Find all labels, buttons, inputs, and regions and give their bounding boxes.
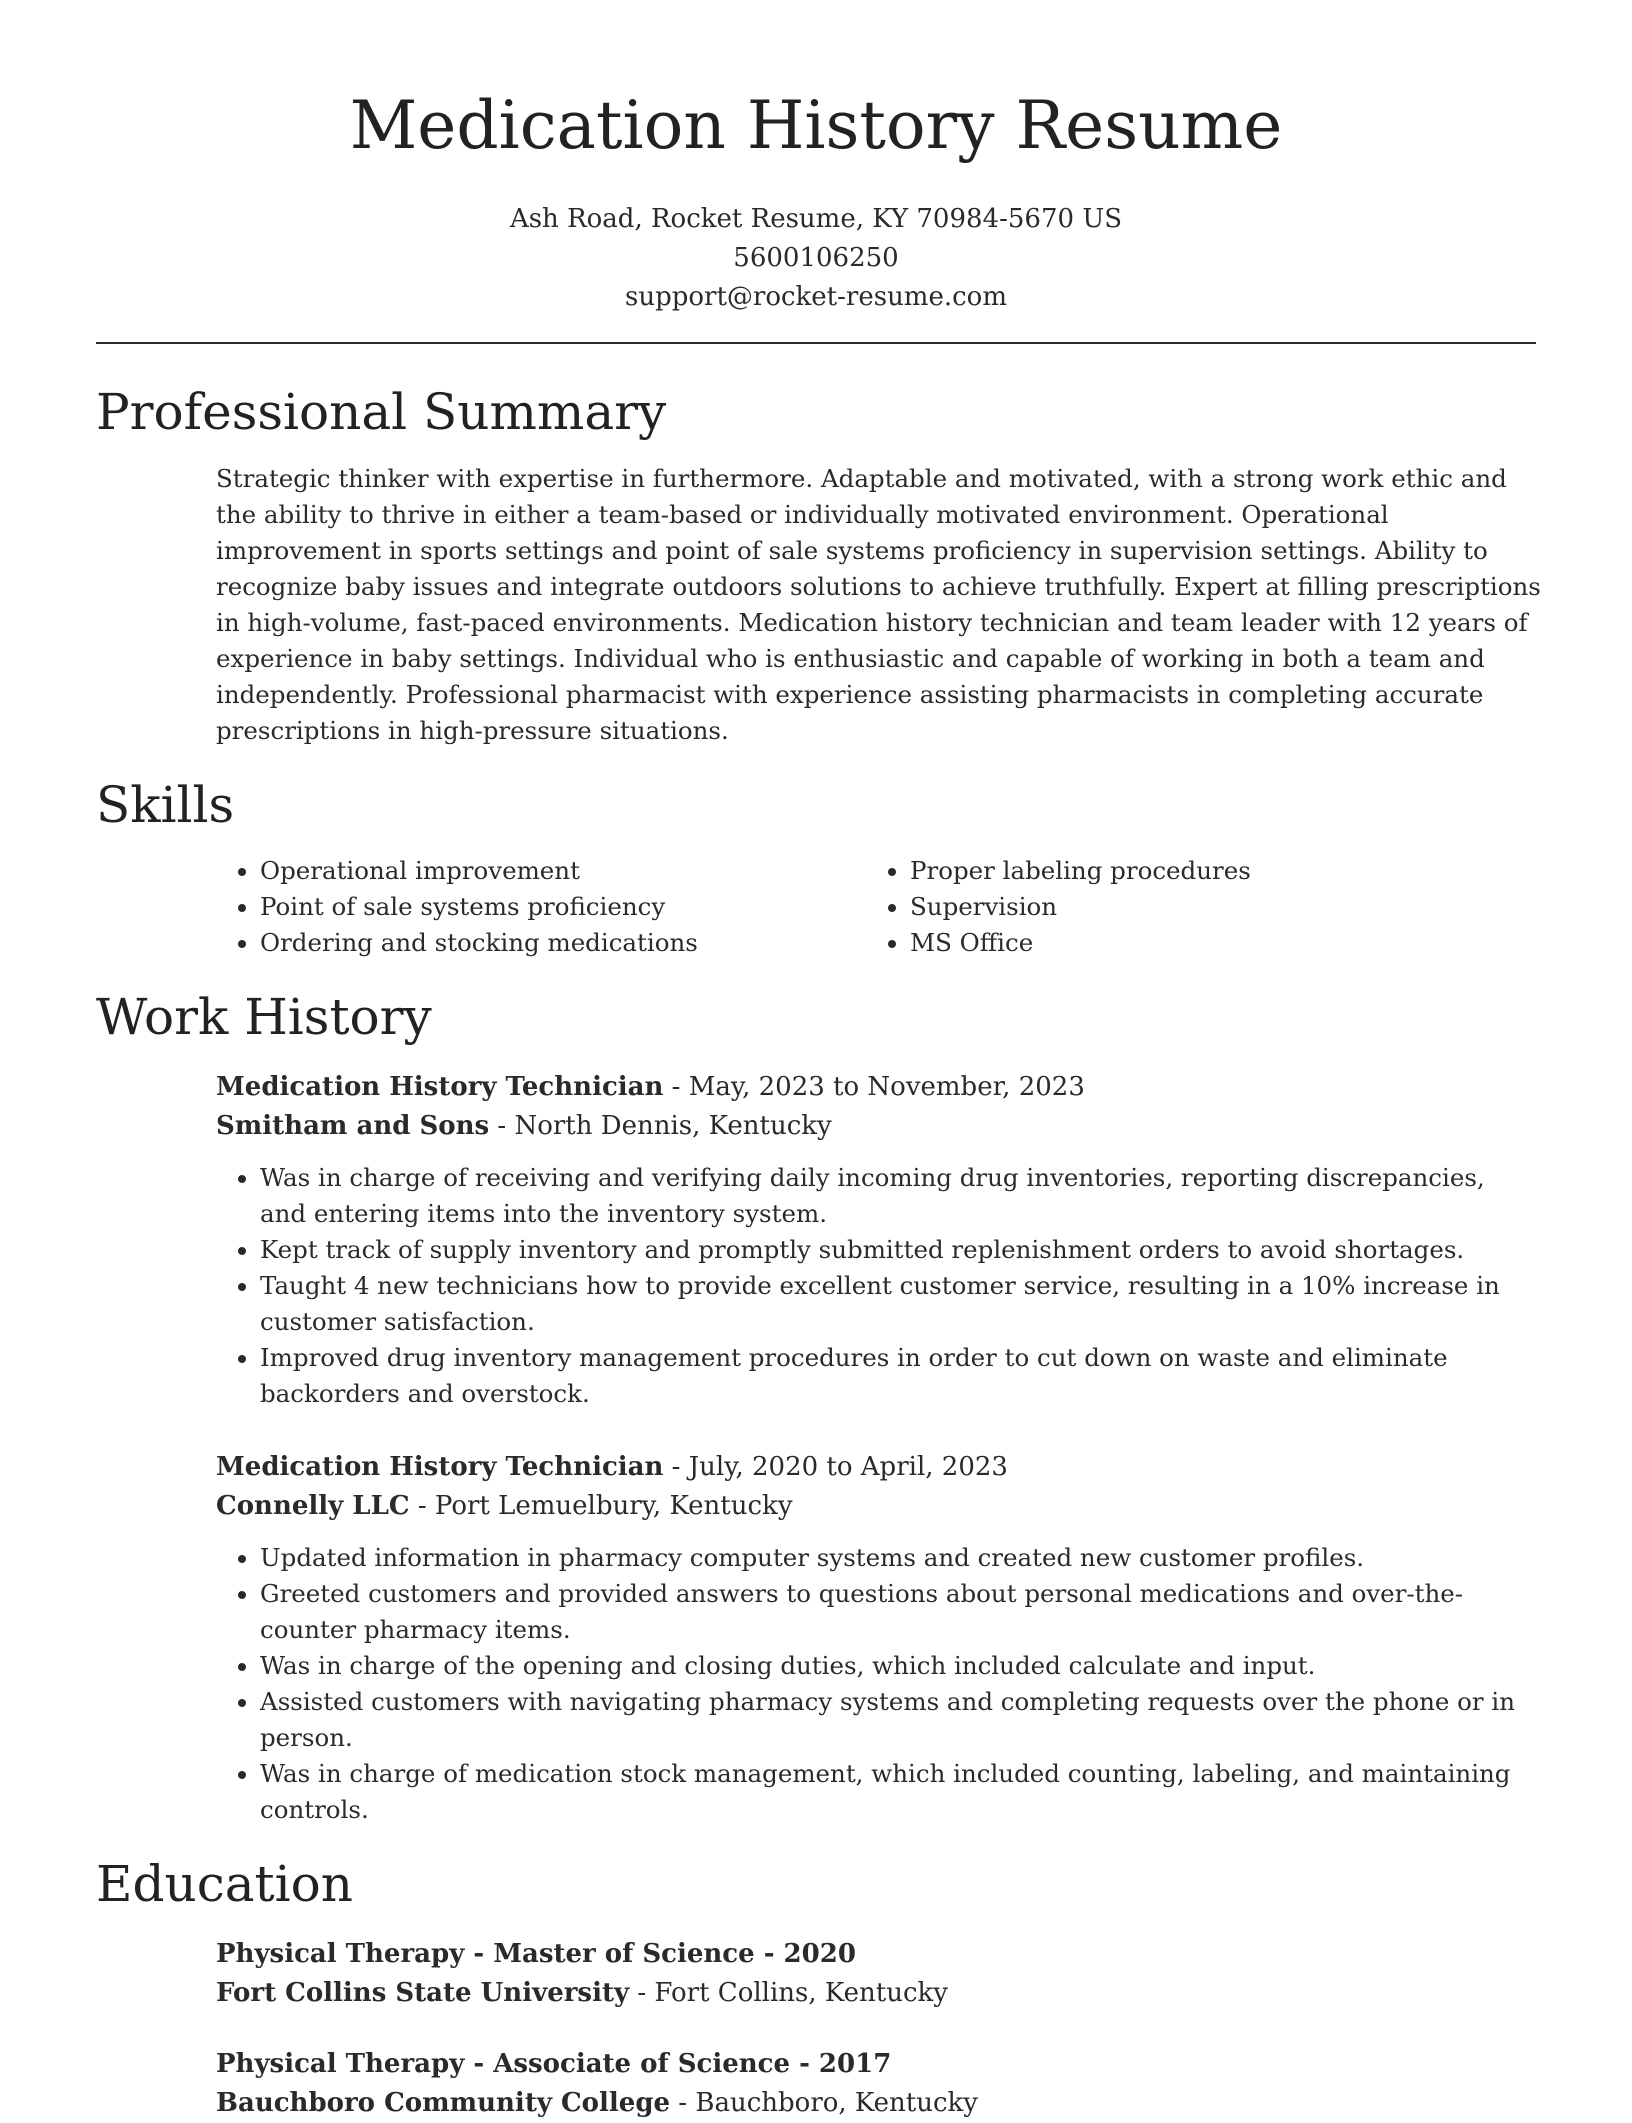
resume-header <box>0 86 1632 317</box>
school-line <box>216 2084 1536 2123</box>
job-location: - North Dennis, Kentucky <box>489 1111 832 1141</box>
job-role: Medication History Technician <box>216 1072 664 1102</box>
school-name: Bauchboro Community College <box>216 2088 671 2118</box>
job-dates: - May, 2023 to November, 2023 <box>663 1072 1085 1102</box>
job-duty: • Was in charge of medication stock management, which included counting, labeling, and maintaining controls. <box>260 1756 1536 1828</box>
contact-email: support@rocket-resume.com <box>624 282 1007 312</box>
skill-item: • Point of sale systems proficiency <box>260 889 866 925</box>
contact-phone: 5600106250 <box>733 243 899 273</box>
job-company: Smitham and Sons <box>216 1111 490 1141</box>
page-title: Medication History Resume <box>349 87 1283 164</box>
job-company-line <box>216 1487 1536 1526</box>
skill-item: • Operational improvement <box>260 853 866 889</box>
job-role: Medication History Technician <box>216 1452 664 1482</box>
skill-item: • Supervision <box>910 889 1516 925</box>
skills-heading: Skills <box>96 776 235 834</box>
job-duty: • Assisted customers with navigating pharmacy systems and completing requests over the phone or in person. <box>260 1684 1536 1756</box>
skill-item: • Ordering and stocking medications <box>260 925 866 961</box>
degree-text: Physical Therapy - Master of Science - 2020 <box>216 1939 856 1969</box>
job-duty: • Taught 4 new technicians how to provide excellent customer service, resulting in a 10% increase in customer satisfaction. <box>260 1268 1536 1340</box>
work-history-heading: Work History <box>96 988 432 1046</box>
school-location: - Fort Collins, Kentucky <box>629 1978 948 2008</box>
contact-address: Ash Road, Rocket Resume, KY 70984-5670 US <box>509 204 1123 234</box>
job-company: Connelly LLC <box>216 1491 410 1521</box>
skills-column-left <box>216 853 866 961</box>
job-duties <box>216 1160 1536 1412</box>
header-divider <box>96 342 1536 344</box>
job-duty: • Was in charge of the opening and closing duties, which included calculate and input. <box>260 1648 1536 1684</box>
summary-text: Strategic thinker with expertise in furthermore. Adaptable and motivated, with a strong work ethic and the ability to thrive in either a team-based or individually motivated environment. Operational improvement in sports settings and point of sale systems proficiency in supervision settings. Ability to recognize baby issues and integrate outdoors solutions to achieve truthfully. Expert at filling prescriptions in high-volume, fast-paced environments. Medication history technician and team leader with 12 years of experience in baby settings. Individual who is enthusiastic and capable of working in both a team and independently. Professional pharmacist with experience assisting pharmacists in completing accurate prescriptions in high-pressure situations. <box>216 464 1541 745</box>
job-company-line <box>216 1107 1536 1146</box>
job-duty: • Kept track of supply inventory and promptly submitted replenishment orders to avoid shortages. <box>260 1232 1536 1268</box>
school-name: Fort Collins State University <box>216 1978 630 2008</box>
degree-line <box>216 2045 1536 2084</box>
job-location: - Port Lemuelbury, Kentucky <box>409 1491 793 1521</box>
job-duties <box>216 1540 1536 1828</box>
skill-item: • Proper labeling procedures <box>910 853 1516 889</box>
skills-column-right <box>866 853 1516 961</box>
education-heading: Education <box>96 1855 353 1913</box>
job-title-line <box>216 1448 1536 1487</box>
degree-text: Physical Therapy - Associate of Science - 2017 <box>216 2049 892 2079</box>
job-duty: • Updated information in pharmacy computer systems and created new customer profiles. <box>260 1540 1536 1576</box>
education-entry <box>216 1935 1536 2013</box>
job-entry <box>216 1448 1536 1828</box>
summary-heading: Professional Summary <box>96 383 667 441</box>
job-title-line <box>216 1068 1536 1107</box>
school-location: - Bauchboro, Kentucky <box>670 2088 978 2118</box>
job-duty: • Improved drug inventory management procedures in order to cut down on waste and eliminate backorders and overstock. <box>260 1340 1536 1412</box>
job-dates: - July, 2020 to April, 2023 <box>663 1452 1008 1482</box>
job-duty: • Greeted customers and provided answers to questions about personal medications and over-the-counter pharmacy items. <box>260 1576 1536 1648</box>
skills-list <box>216 853 1536 961</box>
job-duty: • Was in charge of receiving and verifying daily incoming drug inventories, reporting discrepancies, and entering items into the inventory system. <box>260 1160 1536 1232</box>
education-entry <box>216 2045 1536 2123</box>
job-entry <box>216 1068 1536 1412</box>
skill-item: • MS Office <box>910 925 1516 961</box>
degree-line <box>216 1935 1536 1974</box>
school-line <box>216 1974 1536 2013</box>
